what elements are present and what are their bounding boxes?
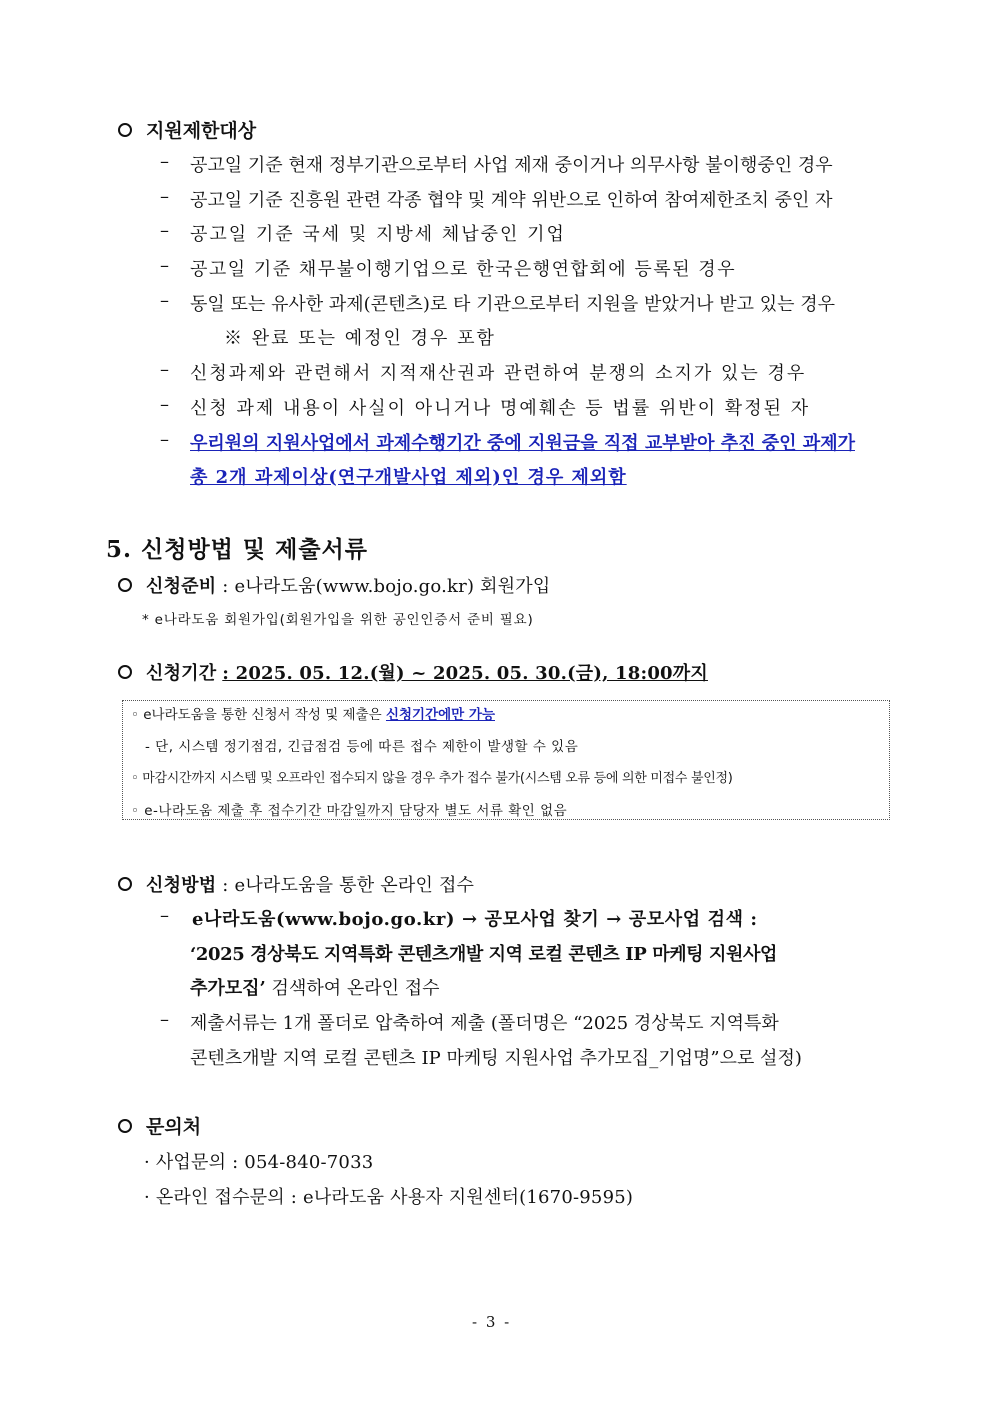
highlight-line: 총 2개 과제이상(연구개발사업 제외)인 경우 제외함 (190, 467, 627, 488)
dash-bullet: – (160, 429, 169, 450)
notice-line: ◦ e나라도움을 통한 신청서 작성 및 제출은 신청기간에만 가능 (131, 707, 495, 723)
dash-bullet: – (160, 290, 169, 311)
dash-bullet: – (160, 359, 169, 380)
contact-line: · 사업문의 : 054-840-7033 (144, 1152, 374, 1173)
list-note: ※ 완료 또는 예정인 경우 포함 (224, 328, 496, 349)
contact-line: · 온라인 접수문의 : e나라도움 사용자 지원센터(1670-9595) (144, 1187, 634, 1208)
list-item: 공고일 기준 진흥원 관련 각종 협약 및 계약 위반으로 인하여 참여제한조치 중인 자 (190, 190, 833, 211)
section-title: 5. 신청방법 및 제출서류 (106, 536, 368, 563)
dash-bullet: – (160, 394, 169, 415)
list-item: 공고일 기준 국세 및 지방세 체납중인 기업 (190, 224, 566, 245)
circle-bullet-icon (118, 877, 132, 891)
method-line: 제출서류는 1개 폴더로 압축하여 제출 (폴더명은 “2025 경상북도 지역특화 (190, 1013, 779, 1034)
method-line: 콘텐츠개발 지역 로컬 콘텐츠 IP 마케팅 지원사업 추가모집_기업명”으로 설정) (190, 1048, 802, 1069)
method-line: ‘2025 경상북도 지역특화 콘텐츠개발 지역 로컬 콘텐츠 IP 마케팅 지원사업 (190, 944, 777, 965)
circle-bullet-icon (118, 578, 132, 592)
circle-bullet-icon (118, 123, 132, 137)
list-item: 신청 과제 내용이 사실이 아니거나 명예훼손 등 법률 위반이 확정된 자 (190, 398, 811, 419)
circle-bullet-icon (118, 1119, 132, 1133)
list-item: 공고일 기준 채무불이행기업으로 한국은행연합회에 등록된 경우 (190, 259, 737, 280)
prep-note: * e나라도움 회원가입(회원가입을 위한 공인인증서 준비 필요) (142, 612, 534, 628)
dash-bullet: – (160, 151, 169, 172)
method-row: 신청방법 : e나라도움을 통한 온라인 접수 (118, 871, 474, 897)
dash-bullet: – (160, 186, 169, 207)
contact-heading: 문의처 (118, 1112, 201, 1139)
period-row: 신청기간 : 2025. 05. 12.(월) ~ 2025. 05. 30.(금), 18:00까지 (118, 659, 708, 685)
prep-row: 신청준비 : e나라도움(www.bojo.go.kr) 회원가입 (118, 572, 550, 598)
method-line: 추가모집’ 검색하여 온라인 접수 (190, 978, 440, 999)
list-item: 동일 또는 유사한 과제(콘텐츠)로 타 기관으로부터 지원을 받았거나 받고 있는 경우 (190, 294, 836, 315)
notice-line: - 단, 시스템 정기점검, 긴급점검 등에 따른 접수 제한이 발생할 수 있음 (145, 739, 579, 755)
circle-bullet-icon (118, 665, 132, 679)
notice-line: ◦ e-나라도움 제출 후 접수기간 마감일까지 담당자 별도 서류 확인 없음 (131, 803, 568, 819)
page-number: - 3 - (472, 1313, 512, 1331)
method-line: e나라도움(www.bojo.go.kr) → 공모사업 찾기 → 공모사업 검색 : (192, 909, 758, 930)
dash-bullet: – (160, 220, 169, 241)
highlight-line: 우리원의 지원사업에서 과제수행기간 중에 지원금을 직접 교부받아 추진 중인 과제가 (190, 433, 855, 454)
list-item: 신청과제와 관련해서 지적재산권과 관련하여 분쟁의 소지가 있는 경우 (190, 363, 807, 384)
notice-box (122, 700, 890, 820)
dash-bullet: – (160, 905, 169, 926)
list-item: 공고일 기준 현재 정부기관으로부터 사업 제재 중이거나 의무사항 불이행중인 경우 (190, 155, 833, 176)
dash-bullet: – (160, 1009, 169, 1030)
notice-line: ◦ 마감시간까지 시스템 및 오프라인 접수되지 않을 경우 추가 접수 불가(시스템 오류 등에 의한 미접수 불인정) (131, 771, 733, 786)
dash-bullet: – (160, 255, 169, 276)
restrict-heading: 지원제한대상 (118, 116, 256, 143)
